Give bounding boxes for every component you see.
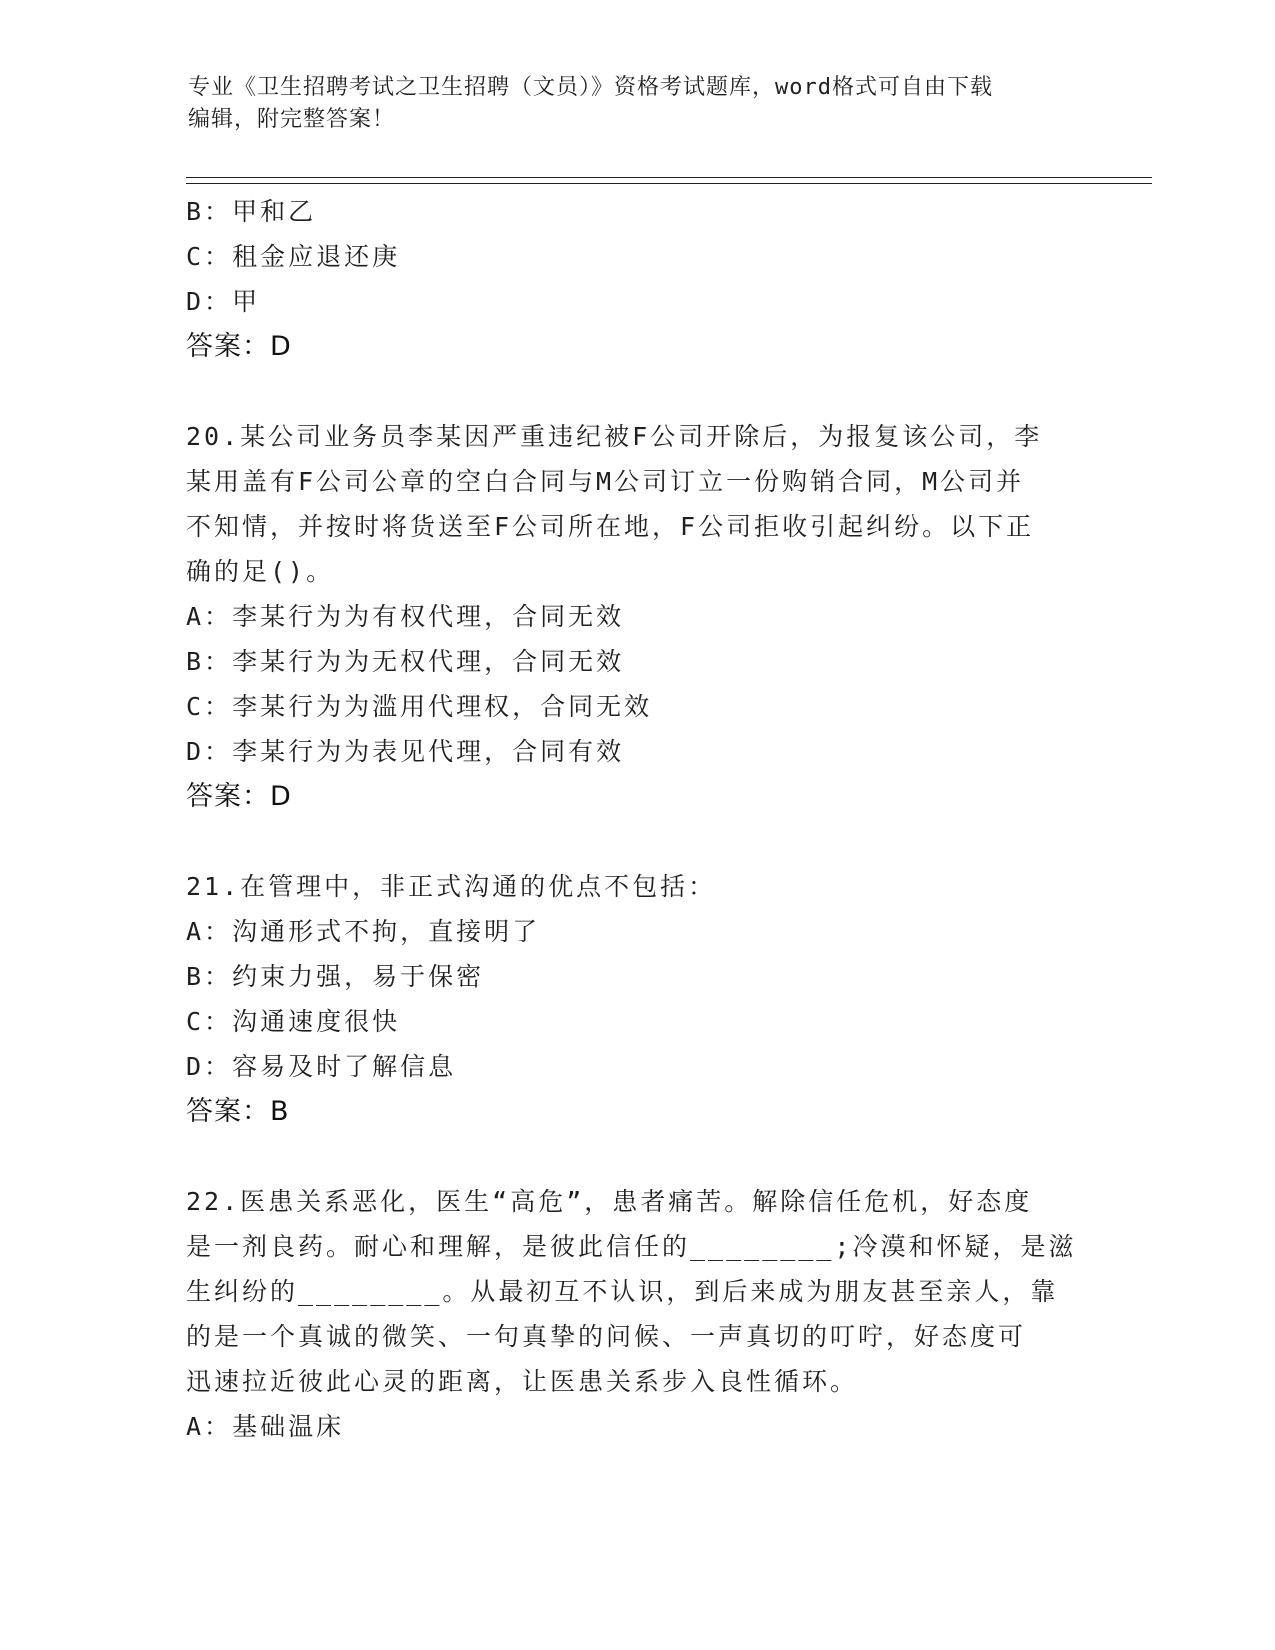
option-b: B：约束力强，易于保密 bbox=[186, 962, 485, 991]
question-text-line: 生纠纷的________。从最初互不认识，到后来成为朋友甚至亲人，靠 bbox=[186, 1277, 1059, 1306]
question-21 bbox=[186, 864, 1086, 1135]
question-text-line: 某用盖有F公司公章的空白合同与M公司订立一份购销合同，M公司并 bbox=[186, 467, 1025, 496]
option-d: D：容易及时了解信息 bbox=[186, 1052, 457, 1081]
question-22 bbox=[186, 1179, 1086, 1449]
option-d: D：李某行为为表见代理，合同有效 bbox=[186, 737, 625, 766]
option-b: B：李某行为为无权代理，合同无效 bbox=[186, 647, 625, 676]
question-text-line: 不知情，并按时将货送至F公司所在地，F公司拒收引起纠纷。以下正 bbox=[186, 512, 1035, 541]
option-b: B：甲和乙 bbox=[186, 197, 317, 226]
question-text-line: 22.医患关系恶化，医生“高危”，患者痛苦。解除信任危机，好态度 bbox=[186, 1187, 1033, 1216]
question-list bbox=[186, 189, 1086, 1449]
option-c: C：沟通速度很快 bbox=[186, 1007, 401, 1036]
option-c: C：李某行为为滥用代理权，合同无效 bbox=[186, 692, 653, 721]
question-text-line: 20.某公司业务员李某因严重违纪被F公司开除后，为报复该公司，李 bbox=[186, 422, 1043, 451]
question-text-line: 是一剂良药。耐心和理解，是彼此信任的________;冷漠和怀疑，是滋 bbox=[186, 1232, 1077, 1261]
question-19-tail bbox=[186, 189, 1086, 370]
question-20 bbox=[186, 414, 1086, 820]
answer: 答案：D bbox=[186, 781, 292, 812]
header-line-1: 专业《卫生招聘考试之卫生招聘（文员）》资格考试题库，word格式可自由下载 bbox=[188, 75, 993, 100]
question-text-line: 确的足()。 bbox=[186, 557, 335, 586]
option-c: C：租金应退还庚 bbox=[186, 242, 401, 271]
option-d: D：甲 bbox=[186, 287, 261, 316]
page-header bbox=[188, 72, 1088, 136]
header-divider-top bbox=[186, 177, 1152, 178]
question-text-line: 的是一个真诚的微笑、一句真挚的问候、一声真切的叮咛，好态度可 bbox=[186, 1322, 1027, 1351]
answer: 答案：D bbox=[186, 331, 292, 362]
header-divider-bottom bbox=[186, 183, 1152, 184]
question-text-line: 迅速拉近彼此心灵的距离，让医患关系步入良性循环。 bbox=[186, 1367, 859, 1396]
header-line-2: 编辑，附完整答案！ bbox=[188, 107, 396, 132]
answer: 答案：B bbox=[186, 1096, 290, 1127]
option-a: A：李某行为为有权代理，合同无效 bbox=[186, 602, 625, 631]
question-text-line: 21.在管理中，非正式沟通的优点不包括： bbox=[186, 872, 717, 901]
option-a: A：沟通形式不拘，直接明了 bbox=[186, 917, 541, 946]
option-a: A：基础温床 bbox=[186, 1412, 345, 1441]
